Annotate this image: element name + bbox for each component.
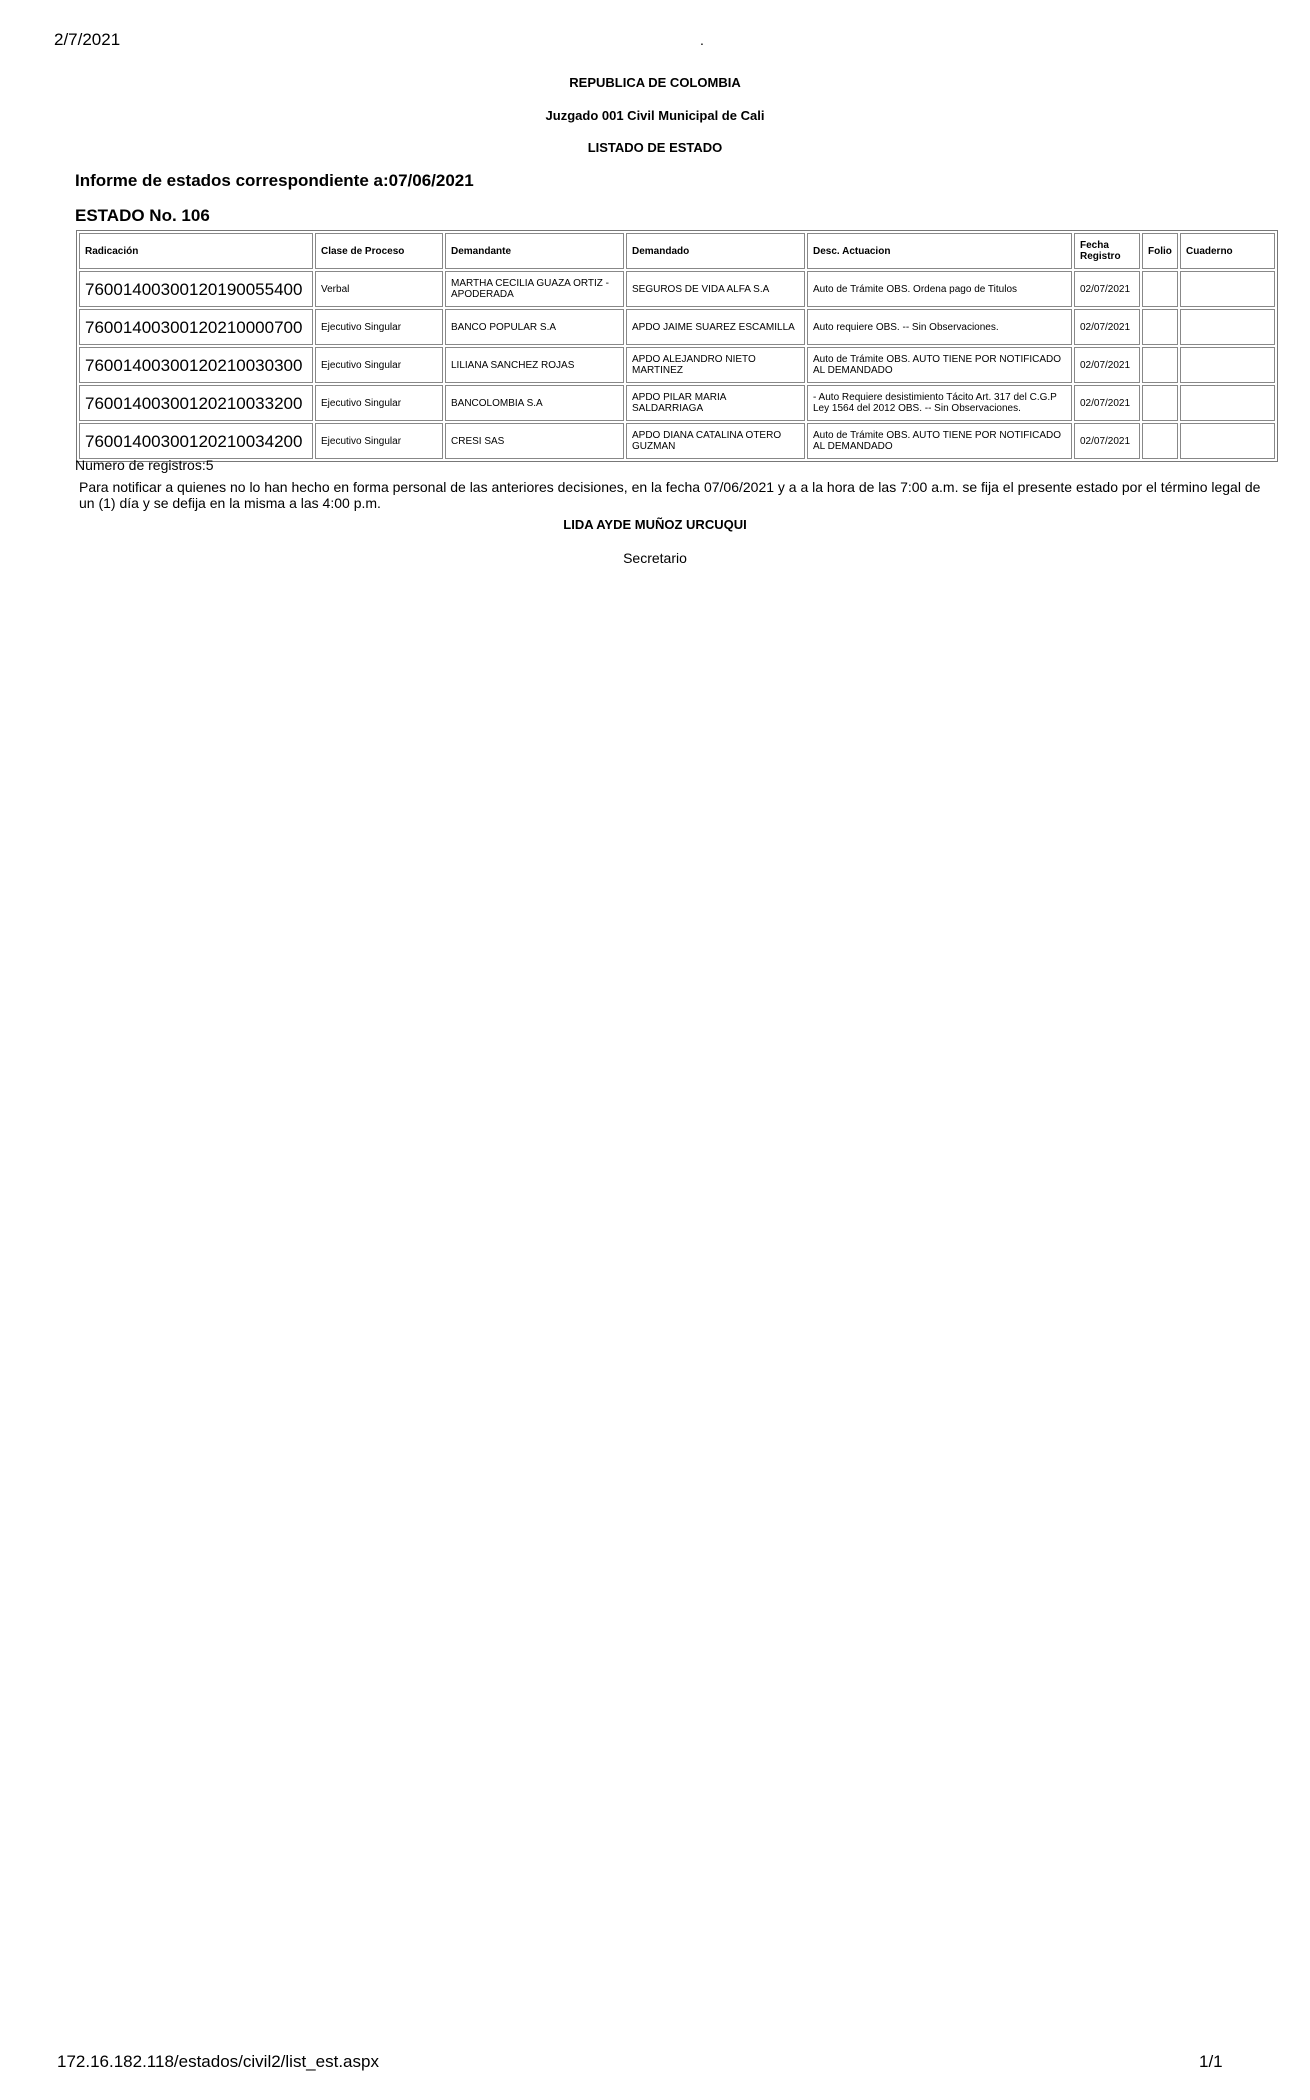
cell-cuaderno bbox=[1180, 385, 1275, 421]
cell-desc-actuacion: Auto de Trámite OBS. Ordena pago de Titulos bbox=[807, 271, 1072, 307]
cell-radicacion: 76001400300120210033200 bbox=[79, 385, 313, 421]
cell-clase-proceso: Ejecutivo Singular bbox=[315, 385, 443, 421]
cell-demandado: APDO JAIME SUAREZ ESCAMILLA bbox=[626, 309, 805, 345]
cell-radicacion: 76001400300120210030300 bbox=[79, 347, 313, 383]
cell-folio bbox=[1142, 271, 1178, 307]
cell-demandante: BANCO POPULAR S.A bbox=[445, 309, 624, 345]
header-demandado: Demandado bbox=[626, 233, 805, 269]
cell-desc-actuacion: - Auto Requiere desistimiento Tácito Art. 317 del C.G.P Ley 1564 del 2012 OBS. -- Sin Observaciones. bbox=[807, 385, 1072, 421]
header-cuaderno: Cuaderno bbox=[1180, 233, 1275, 269]
cell-fecha-registro: 02/07/2021 bbox=[1074, 309, 1140, 345]
list-title: LISTADO DE ESTADO bbox=[587, 140, 723, 155]
cell-fecha-registro: 02/07/2021 bbox=[1074, 385, 1140, 421]
cell-desc-actuacion: Auto requiere OBS. -- Sin Observaciones. bbox=[807, 309, 1072, 345]
cell-clase-proceso: Ejecutivo Singular bbox=[315, 347, 443, 383]
cell-folio bbox=[1142, 385, 1178, 421]
table-row bbox=[79, 385, 1275, 421]
header-fecha-registro: Fecha Registro bbox=[1074, 233, 1140, 269]
table-row bbox=[79, 347, 1275, 383]
estado-table bbox=[76, 230, 1278, 462]
cell-cuaderno bbox=[1180, 347, 1275, 383]
cell-clase-proceso: Verbal bbox=[315, 271, 443, 307]
cell-demandado: SEGUROS DE VIDA ALFA S.A bbox=[626, 271, 805, 307]
notice-line-2: un (1) día y se defija en la misma a las 4:00 p.m. bbox=[79, 495, 381, 511]
report-date-heading: Informe de estados correspondiente a:07/06/2021 bbox=[75, 171, 474, 190]
header-desc-actuacion: Desc. Actuacion bbox=[807, 233, 1072, 269]
estado-number-heading: ESTADO No. 106 bbox=[75, 206, 210, 225]
cell-fecha-registro: 02/07/2021 bbox=[1074, 423, 1140, 459]
signer-role: Secretario bbox=[623, 550, 687, 566]
cell-demandante: LILIANA SANCHEZ ROJAS bbox=[445, 347, 624, 383]
cell-desc-actuacion: Auto de Trámite OBS. AUTO TIENE POR NOTIFICADO AL DEMANDADO bbox=[807, 423, 1072, 459]
cell-radicacion: 76001400300120210000700 bbox=[79, 309, 313, 345]
cell-demandado: APDO DIANA CATALINA OTERO GUZMAN bbox=[626, 423, 805, 459]
cell-demandado: APDO PILAR MARIA SALDARRIAGA bbox=[626, 385, 805, 421]
cell-desc-actuacion: Auto de Trámite OBS. AUTO TIENE POR NOTIFICADO AL DEMANDADO bbox=[807, 347, 1072, 383]
print-page-number: 1/1 bbox=[1199, 2052, 1223, 2071]
header-clase-proceso: Clase de Proceso bbox=[315, 233, 443, 269]
print-url: 172.16.182.118/estados/civil2/list_est.aspx bbox=[57, 2052, 379, 2071]
cell-clase-proceso: Ejecutivo Singular bbox=[315, 423, 443, 459]
header-folio: Folio bbox=[1142, 233, 1178, 269]
table-row bbox=[79, 309, 1275, 345]
cell-cuaderno bbox=[1180, 309, 1275, 345]
cell-radicacion: 76001400300120210034200 bbox=[79, 423, 313, 459]
cell-demandante: CRESI SAS bbox=[445, 423, 624, 459]
cell-radicacion: 76001400300120190055400 bbox=[79, 271, 313, 307]
cell-folio bbox=[1142, 309, 1178, 345]
record-count: Numero de registros:5 bbox=[75, 457, 214, 473]
court-heading: Juzgado 001 Civil Municipal de Cali bbox=[545, 108, 765, 123]
cell-folio bbox=[1142, 423, 1178, 459]
estado-table-container bbox=[76, 230, 1233, 454]
print-header-mark: . bbox=[700, 32, 704, 48]
table-row bbox=[79, 423, 1275, 459]
signer-name: LIDA AYDE MUÑOZ URCUQUI bbox=[563, 517, 747, 532]
cell-fecha-registro: 02/07/2021 bbox=[1074, 347, 1140, 383]
header-demandante: Demandante bbox=[445, 233, 624, 269]
table-row bbox=[79, 271, 1275, 307]
country-heading: REPUBLICA DE COLOMBIA bbox=[569, 75, 741, 90]
table-header-row bbox=[79, 233, 1275, 269]
notification-notice bbox=[79, 479, 1261, 511]
cell-demandante: MARTHA CECILIA GUAZA ORTIZ - APODERADA bbox=[445, 271, 624, 307]
cell-cuaderno bbox=[1180, 423, 1275, 459]
cell-fecha-registro: 02/07/2021 bbox=[1074, 271, 1140, 307]
notice-line-1: Para notificar a quienes no lo han hecho en forma personal de las anteriores decisiones, en la fecha 07/06/2021 y a a la hora de las 7:00 a.m. se fija el presente estado por el término legal de bbox=[79, 479, 1261, 495]
cell-cuaderno bbox=[1180, 271, 1275, 307]
cell-clase-proceso: Ejecutivo Singular bbox=[315, 309, 443, 345]
cell-demandado: APDO ALEJANDRO NIETO MARTINEZ bbox=[626, 347, 805, 383]
header-radicacion: Radicación bbox=[79, 233, 313, 269]
cell-demandante: BANCOLOMBIA S.A bbox=[445, 385, 624, 421]
cell-folio bbox=[1142, 347, 1178, 383]
print-date: 2/7/2021 bbox=[54, 30, 121, 49]
